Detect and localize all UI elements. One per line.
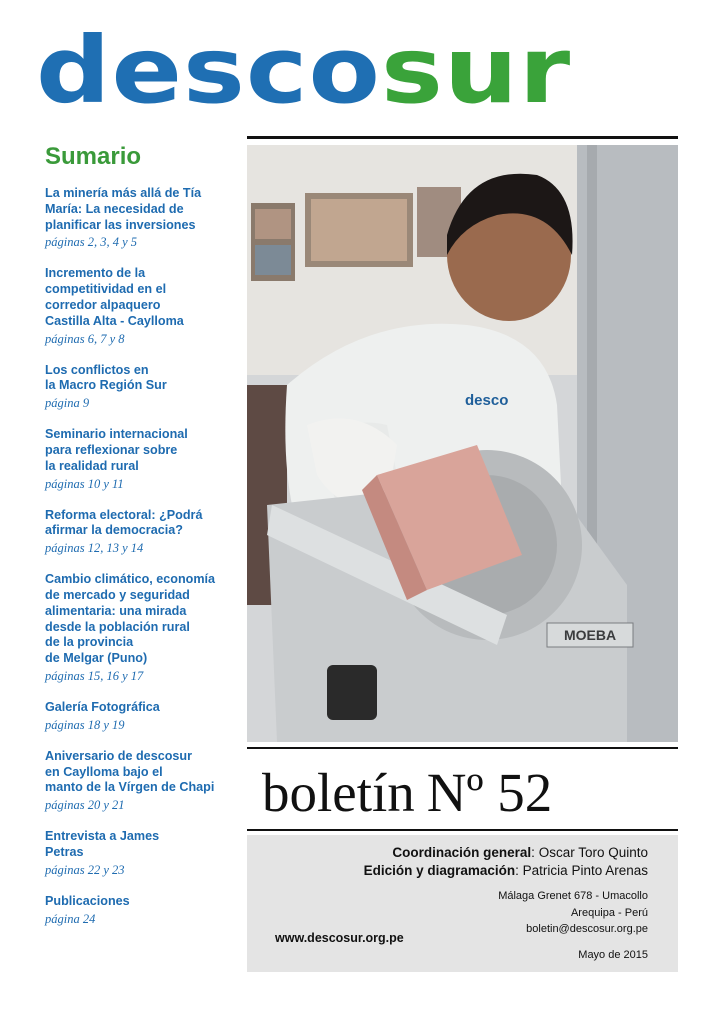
issue-date: Mayo de 2015 [578, 949, 648, 961]
website-link[interactable]: www.descosur.org.pe [275, 931, 404, 945]
address-line2: Arequipa - Perú [570, 907, 648, 919]
toc-item-pages: páginas 6, 7 y 8 [45, 331, 125, 346]
toc-item [45, 700, 230, 734]
bulletin-title [262, 758, 682, 828]
top-rule [247, 136, 678, 139]
toc-item [45, 363, 230, 413]
toc-item-title: Reforma electoral: ¿Podrá afirmar la democracia? [45, 507, 203, 538]
toc-item [45, 829, 230, 879]
address-line1: Málaga Grenet 678 - Umacollo [498, 890, 648, 902]
toc-item-pages: páginas 2, 3, 4 y 5 [45, 235, 138, 250]
toc-item-pages: página 24 [45, 911, 96, 926]
apron-logo: desco [465, 392, 509, 409]
toc-item [45, 427, 230, 492]
toc-item-pages: páginas 18 y 19 [45, 717, 125, 732]
toc-item-title: La minería más allá de Tía María: La necesidad de planificar las inversiones [45, 186, 202, 232]
toc-item-pages: página 9 [45, 396, 90, 411]
editing-line: Edición y diagramación: Patricia Pinto Arenas [363, 863, 648, 878]
toc-item-title: Los conflictos en la Macro Región Sur [45, 362, 167, 393]
toc-item-title: Cambio climático, economía de mercado y seguridad alimentaria: una mirada desde la población rural de la provincia de Melgar (Puno) [45, 572, 216, 666]
toc-item [45, 508, 230, 558]
coordination-label: Coordinación general [392, 845, 532, 860]
toc-item-pages: páginas 10 y 11 [45, 476, 124, 491]
toc-item-title: Aniversario de descosur en Caylloma bajo el manto de la Vírgen de Chapi [45, 748, 215, 795]
toc-item-title: Incremento de la competitividad en el corredor alpaquero Castilla Alta - Caylloma [45, 266, 184, 328]
masthead-logo [36, 16, 696, 125]
cover-photo [247, 145, 678, 742]
toc-item-pages: páginas 20 y 21 [45, 798, 125, 813]
toc-item [45, 266, 230, 347]
toc-item-pages: páginas 22 y 23 [45, 862, 125, 877]
masthead-desco: desco [36, 16, 381, 125]
email-address: boletin@descosur.org.pe [526, 923, 648, 935]
bulletin-word: boletín [262, 762, 415, 823]
cover-photo-illustration [247, 145, 678, 742]
toc-item-title: Galería Fotográfica [45, 699, 160, 714]
editing-name: Patricia Pinto Arenas [522, 863, 648, 878]
toc-item-pages: páginas 15, 16 y 17 [45, 668, 144, 683]
table-of-contents [45, 186, 230, 943]
coordination-line: Coordinación general: Oscar Toro Quinto [392, 845, 648, 860]
machine-brand-label: MOEBA [563, 627, 617, 643]
toc-item [45, 186, 230, 251]
toc-item-title: Publicaciones [45, 893, 130, 908]
toc-item [45, 572, 230, 685]
toc-item [45, 749, 230, 814]
toc-item-title: Seminario internacional para reflexionar sobre la realidad rural [45, 427, 188, 473]
editing-label: Edición y diagramación [363, 863, 516, 878]
toc-item-title: Entrevista a James Petras [45, 829, 160, 859]
photo-bottom-rule [247, 747, 678, 749]
sumario-heading: Sumario [45, 143, 142, 170]
coordination-name: Oscar Toro Quinto [538, 845, 648, 860]
bulletin-rule [247, 829, 678, 831]
bulletin-number: Nº 52 [426, 762, 553, 823]
toc-item [45, 894, 230, 928]
masthead-sur: sur [380, 16, 572, 125]
toc-item-pages: páginas 12, 13 y 14 [45, 541, 144, 556]
credits-box [247, 835, 678, 972]
